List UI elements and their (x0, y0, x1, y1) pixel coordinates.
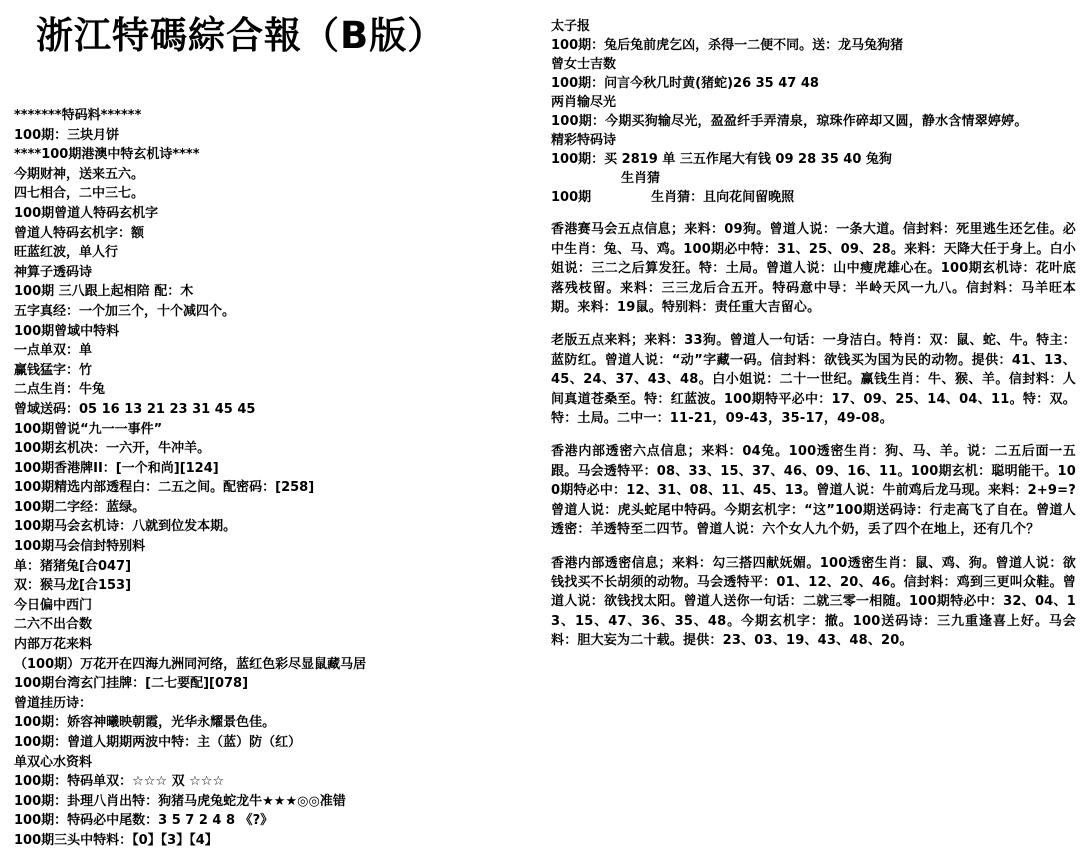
section-heading: 生肖猜 (621, 171, 661, 187)
left-line: 100期 三八跟上起相陪 配：木 (14, 284, 194, 300)
info-paragraph-4: 香港内部透密信息；来料：勾三搭四献妩媚。100透密生肖：鼠、鸡、狗。曾道人说：欲钱找买不长胡须的动物。马会透特平：01、12、20、46。信封料：鸡到三更叫众鞋。曾道人说：欲钱找太阳。曾道人送你一句话：二就三零一相随。100期特必中：32、04、13、15、47、36、35、48。今期玄机字：撤。100送码诗：三九重逢喜上好。马会料：胆大妄为二十载。提供：23、03、19、43、48、20。 (551, 555, 1076, 649)
left-line: 100期马会玄机诗：八就到位发本期。 (14, 519, 237, 535)
left-line: 100期：卦理八肖出特：狗猪马虎兔蛇龙牛★★★◎◎准错 (14, 793, 346, 809)
right-line: 100期：问言今秋几时黄(猪蛇)26 35 47 48 (551, 76, 819, 91)
left-line: 100期曾说“九一一事件” (14, 421, 163, 437)
left-line: 二六不出合数 (14, 617, 93, 633)
left-line: 二点生肖：牛兔 (14, 382, 106, 398)
right-line: 100期：兔后兔前虎乞凶，杀得一二便不同。送：龙马兔狗猪 (551, 38, 904, 53)
left-line: 双：猴马龙[合153] (14, 578, 132, 594)
left-line: 100期曾域中特料 (14, 323, 120, 339)
left-line: 100期三头中特料：【0】【3】【4】 (14, 832, 218, 848)
left-line: 100期：曾道人期期两波中特：主（蓝）防（红） (14, 735, 302, 750)
left-line: 100期台湾玄门挂牌：[二七要配][078] (14, 676, 249, 692)
left-line: 单：猪猪兔[合047] (14, 558, 132, 574)
left-line: ****100期港澳中特玄机诗**** (14, 147, 200, 163)
left-line: *******特码料****** (14, 108, 142, 123)
left-line: 一点单双：单 (14, 343, 93, 359)
info-paragraph-3: 香港内部透密六点信息；来料：04兔。100透密生肖：狗、马、羊。说：二五后面一五跟。马会透特平：08、33、15、37、46、09、16、11。100期玄机：聪明能干。100期特必中：12、31、08、11、45、13。曾道人说：牛前鸡后龙马现。来料：2+9=?曾道人说：虎头蛇尾中特码。今期玄机字：“这”100期送码诗：行走高飞了自在。曾道人透密：羊透特至二四节。曾道人说：六个女人九个奶，丢了四个在地上，还有几个？ (551, 444, 1076, 538)
left-line: 赢钱猛字：竹 (14, 362, 93, 378)
left-line: 100期精选内部透程白：二五之间。配密码：[258] (14, 480, 315, 496)
page-title: 浙江特碼綜合報（B版） (36, 14, 446, 57)
info-paragraph-2: 老版五点来料；来料：33狗。曾道人一句话：一身洁白。特肖：双：鼠、蛇、牛。特主：蓝防红。曾道人说：“动”字藏一码。信封料：欲钱买为国为民的动物。提供：41、13、45、24、37、43、48。白小姐说：二十一世纪。赢钱生肖：牛、猴、羊。信封料：人间真道苍桑至。特：红蓝波。100期特平必中：17、09、25、14、04、11。特：双。特：土局。二中一：11-21，09-43，35-17，49-08。 (551, 333, 1076, 427)
left-line: 曾域送码：05 16 13 21 23 31 45 45 (14, 401, 256, 417)
section-heading: 太子报 (551, 19, 591, 34)
info-paragraph-1: 香港赛马会五点信息；来料：09狗。曾道人说：一条大道。信封料：死里逃生还乞佳。必中生肖：兔、马、鸡。100期必中特：31、25、09、28。来料：天降大任于身上。白小姐说：三二之后算发狂。特：土局。曾道人说：山中瘦虎雄心在。100期玄机诗：花叶底落残枝留。来料：三三龙后合五开。特码意中导：半岭天风一九八。信封料：马羊旺本期。来料：19鼠。特别料：责任重大吉留心。 (551, 222, 1076, 316)
left-line: 五字真经：一个加三个，十个减四个。 (14, 303, 236, 319)
left-line: 100期香港牌II：[一个和尚][124] (14, 460, 219, 476)
left-line: 单双心水资料 (14, 754, 93, 770)
left-line: 内部万花来料 (14, 637, 93, 653)
left-line: 神算子透码诗 (14, 264, 93, 280)
left-column (14, 106, 524, 862)
left-line: 100期：特码必中尾数：3 5 7 2 4 8 《?》 (14, 813, 274, 829)
left-line: 100期：娇容神曦映朝霞，光华永耀景色佳。 (14, 715, 276, 731)
left-line: 100期曾道人特码玄机字 (14, 205, 159, 221)
left-line: 四七相合，二中三七。 (14, 186, 145, 202)
left-line: 100期：三块月饼 (14, 127, 120, 143)
left-line: 100期玄机决：一六开，牛冲羊。 (14, 441, 211, 457)
left-line: 100期二字经：蓝绿。 (14, 499, 146, 515)
left-line: 今期财神，送来五六。 (14, 166, 145, 182)
section-heading: 精彩特码诗 (551, 133, 617, 149)
right-column (551, 17, 1076, 862)
right-line (551, 188, 1076, 207)
right-line: 100期：买 2819 单 三五作尾大有钱 09 28 35 40 兔狗 (551, 152, 892, 168)
left-line: 今日偏中西门 (14, 597, 93, 613)
left-line: （100期）万花开在四海九洲同河络，蓝红色彩尽显鼠藏马居 (14, 656, 367, 672)
left-line: 旺蓝红波，单人行 (14, 245, 119, 261)
left-line: 曾道人特码玄机字：额 (14, 225, 145, 241)
left-line: 曾道挂历诗： (14, 695, 93, 711)
section-heading: 曾女士吉数 (551, 57, 617, 72)
right-paragraph: 100期：今期买狗输尽光，盈盈纤手弄清泉，琼珠作碎却又圆，静水含情翠婷婷。 (551, 114, 1028, 129)
section-heading: 两肖输尽光 (551, 95, 617, 110)
riddle-text: 生肖猜：且向花间留晚照 (651, 190, 795, 206)
left-line: 100期马会信封特别料 (14, 539, 146, 555)
period-label: 100期 (551, 190, 592, 206)
left-line: 100期：特码单双：☆☆☆ 双 ☆☆☆ (14, 774, 225, 790)
